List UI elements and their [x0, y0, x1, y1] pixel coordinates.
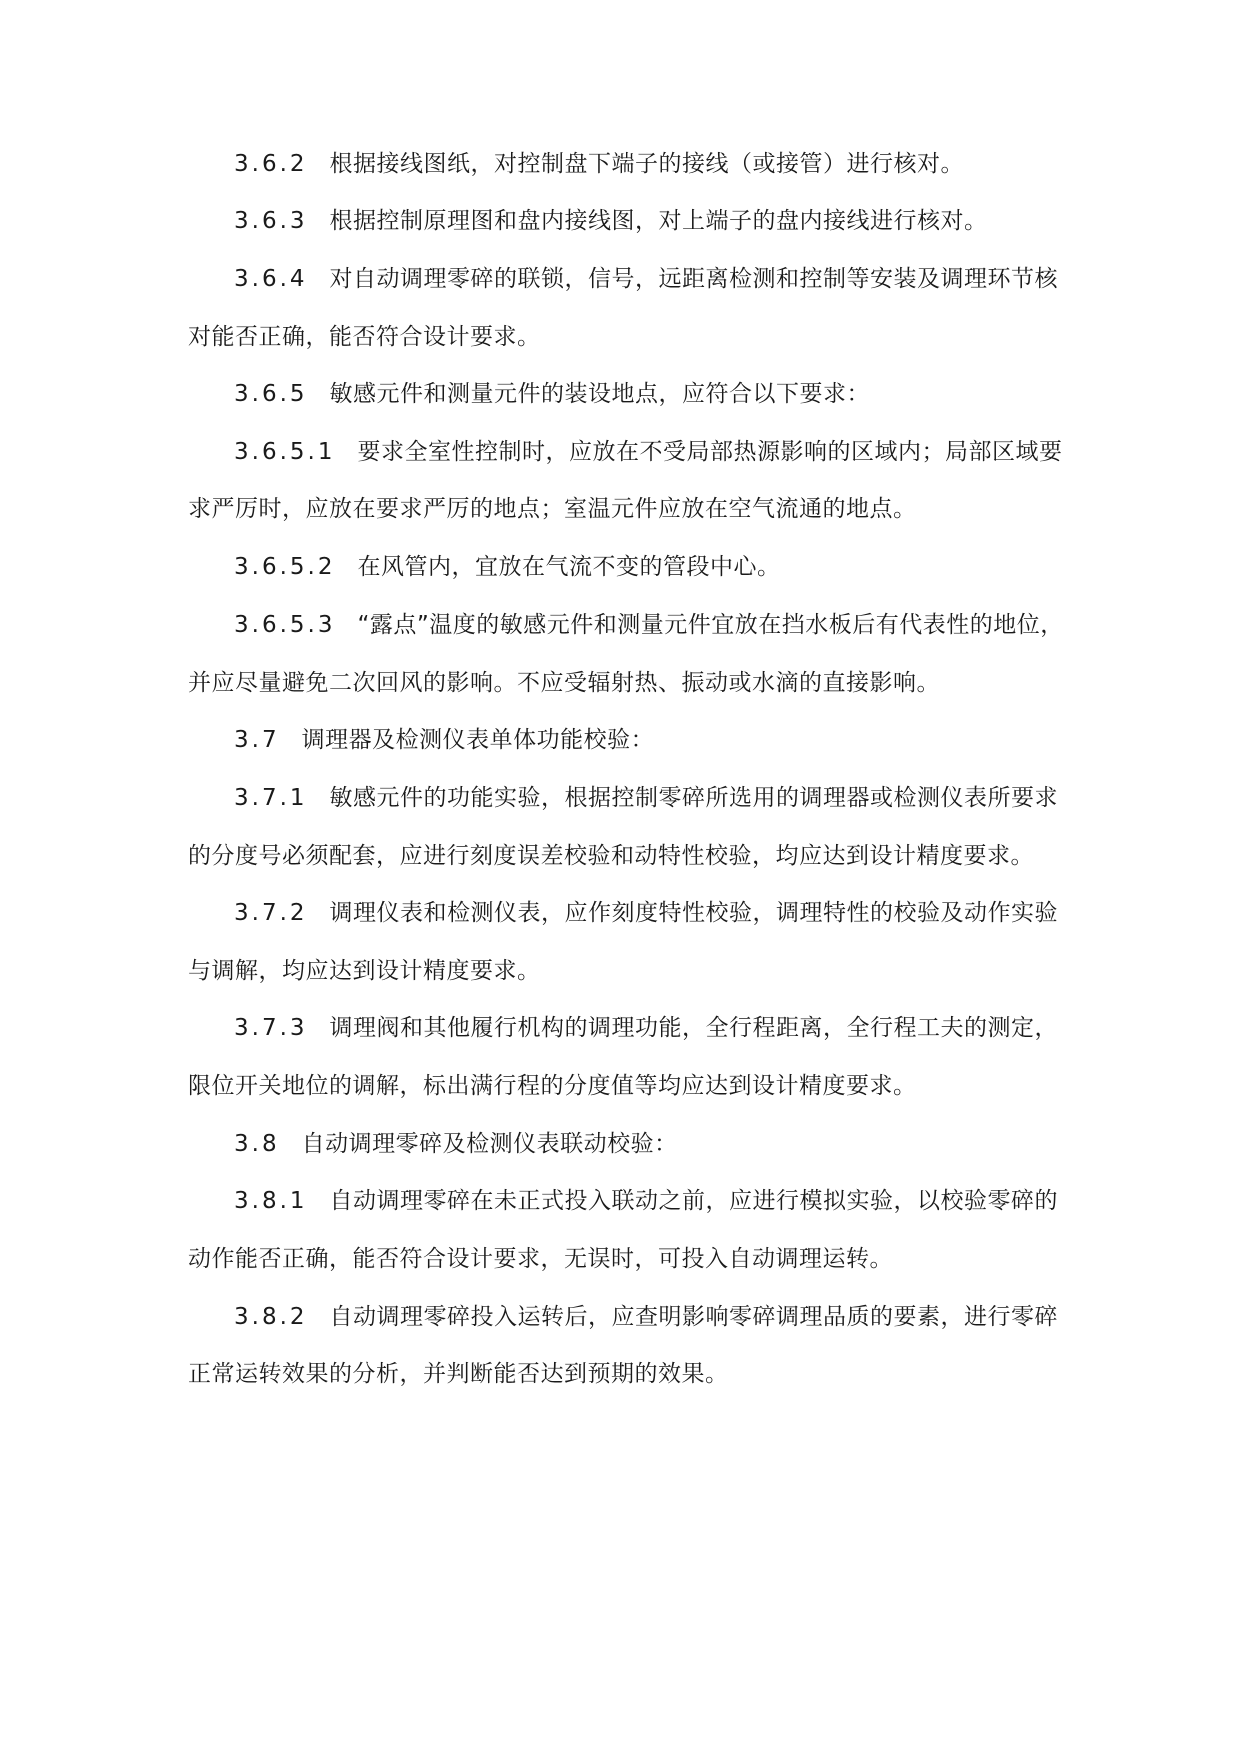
paragraph-3-6-5-2-line-1 [234, 551, 780, 583]
paragraph-3-7-line-1 [234, 724, 654, 756]
paragraph-text: 要求全室性控制时，应放在不受局部热源影响的区域内；局部区域要 [357, 439, 1063, 465]
paragraph-3-8-1-line-2: 动作能否正确，能否符合设计要求，无误时，可投入自动调理运转。 [188, 1246, 893, 1272]
paragraph-3-6-5-line-1 [234, 378, 870, 410]
paragraph-3-6-2-line-1 [234, 148, 964, 180]
paragraph-3-7-2-line-2: 与调解，均应达到设计精度要求。 [188, 958, 541, 984]
paragraph-text: 在风管内，宜放在气流不变的管段中心。 [357, 554, 781, 580]
section-number: 3.8 [234, 1131, 280, 1157]
paragraph-3-7-1-line-1 [234, 782, 1058, 814]
paragraph-3-7-3-line-1 [234, 1012, 1058, 1044]
paragraph-text: 调理仪表和检测仪表，应作刻度特性校验，调理特性的校验及动作实验 [329, 900, 1059, 926]
paragraph-text: 对自动调理零碎的联锁，信号，远距离检测和控制等安装及调理环节核 [329, 266, 1059, 292]
paragraph-3-6-5-3-line-1 [234, 609, 1064, 641]
section-number: 3.6.5 [234, 381, 308, 407]
paragraph-text: 调理器及检测仪表单体功能校验： [301, 727, 655, 753]
section-number: 3.6.2 [234, 151, 308, 177]
paragraph-3-8-1-line-1 [234, 1185, 1058, 1217]
section-number: 3.7.1 [234, 785, 308, 811]
paragraph-text: 自动调理零碎投入运转后，应查明影响零碎调理品质的要素，进行零碎 [329, 1304, 1059, 1330]
paragraph-3-6-3-line-1 [234, 205, 988, 237]
paragraph-3-8-2-line-2: 正常运转效果的分析，并判断能否达到预期的效果。 [188, 1361, 729, 1387]
paragraph-3-7-2-line-1 [234, 897, 1058, 929]
section-number: 3.8.1 [234, 1188, 308, 1214]
section-number: 3.7.2 [234, 900, 308, 926]
paragraph-text: 自动调理零碎在未正式投入联动之前，应进行模拟实验，以校验零碎的 [329, 1188, 1059, 1214]
paragraph-3-6-4-line-1 [234, 263, 1058, 295]
section-number: 3.6.5.2 [234, 554, 336, 580]
section-number: 3.6.4 [234, 266, 308, 292]
paragraph-3-6-5-3-line-2: 并应尽量避免二次回风的影响。不应受辐射热、振动或水滴的直接影响。 [188, 670, 940, 696]
paragraph-text: 自动调理零碎及检测仪表联动校验： [301, 1131, 678, 1157]
section-number: 3.8.2 [234, 1304, 308, 1330]
paragraph-3-7-1-line-2: 的分度号必须配套，应进行刻度误差校验和动特性校验，均应达到设计精度要求。 [188, 843, 1034, 869]
section-number: 3.7 [234, 727, 280, 753]
section-number: 3.7.3 [234, 1015, 308, 1041]
paragraph-3-8-2-line-1 [234, 1301, 1058, 1333]
paragraph-3-6-4-line-2: 对能否正确，能否符合设计要求。 [188, 324, 541, 350]
section-number: 3.6.5.1 [234, 439, 336, 465]
paragraph-text: 敏感元件和测量元件的装设地点，应符合以下要求： [329, 381, 871, 407]
paragraph-3-7-3-line-2: 限位开关地位的调解，标出满行程的分度值等均应达到设计精度要求。 [188, 1073, 917, 1099]
paragraph-text: 敏感元件的功能实验，根据控制零碎所选用的调理器或检测仪表所要求 [329, 785, 1059, 811]
paragraph-3-6-5-1-line-1 [234, 436, 1062, 468]
section-number: 3.6.5.3 [234, 612, 336, 638]
paragraph-text: 根据接线图纸，对控制盘下端子的接线（或接管）进行核对。 [329, 151, 965, 177]
section-number: 3.6.3 [234, 208, 308, 234]
paragraph-text: 调理阀和其他履行机构的调理功能，全行程距离，全行程工夫的测定， [329, 1015, 1059, 1041]
paragraph-3-6-5-1-line-2: 求严厉时，应放在要求严厉的地点；室温元件应放在空气流通的地点。 [188, 496, 917, 522]
paragraph-text: “露点”温度的敏感元件和测量元件宜放在挡水板后有代表性的地位， [357, 612, 1064, 638]
paragraph-3-8-line-1 [234, 1128, 678, 1160]
paragraph-text: 根据控制原理图和盘内接线图，对上端子的盘内接线进行核对。 [329, 208, 988, 234]
